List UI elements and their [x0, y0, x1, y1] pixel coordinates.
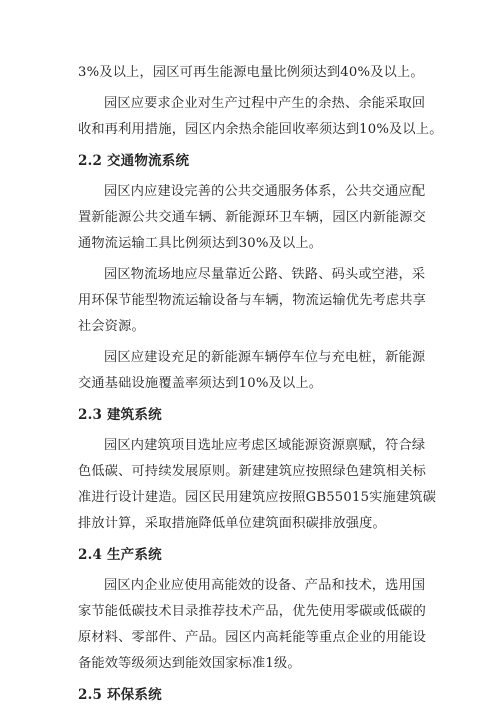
paragraph-line: 备能效等级须达到能效国家标准1级。 [78, 656, 301, 671]
section-heading-2-5: 2.5 环保系统 [78, 687, 162, 703]
paragraph-line: 社会资源。 [78, 319, 145, 334]
paragraph-line: 园区物流场地应尽量靠近公路、铁路、码头或空港，采 [104, 267, 426, 282]
paragraph-line: 准进行设计建造。园区民用建筑应按照GB55015实施建筑碳 [78, 490, 437, 505]
paragraph-line: 园区内企业应使用高能效的设备、产品和技术，选用国 [104, 578, 426, 593]
paragraph-line: 园区应要求企业对生产过程中产生的余热、余能采取回 [104, 96, 426, 111]
paragraph-line: 家节能低碳技术目录推荐技术产品，优先使用零碳或低碳的 [78, 604, 427, 619]
section-heading-2-4: 2.4 生产系统 [78, 547, 162, 563]
paragraph-line: 园区应建设充足的新能源车辆停车位与充电桩，新能源 [104, 350, 426, 365]
paragraph-line: 原材料、零部件、产品。园区内高耗能等重点企业的用能设 [78, 630, 427, 645]
paragraph-line: 排放计算，采取措施降低单位建筑面积碳排放强度。 [78, 516, 386, 531]
paragraph-line: 交通基础设施覆盖率须达到10%及以上。 [78, 376, 323, 391]
section-heading-2-2: 2.2 交通物流系统 [78, 153, 190, 169]
paragraph-line: 置新能源公共交通车辆、新能源环卫车辆，园区内新能源交 [78, 210, 427, 225]
paragraph-line: 通物流运输工具比例须达到30%及以上。 [78, 236, 323, 251]
section-heading-2-3: 2.3 建筑系统 [78, 407, 162, 423]
paragraph-line: 用环保节能型物流运输设备与车辆，物流运输优先考虑共享 [78, 293, 427, 308]
paragraph-line: 园区内应建设完善的公共交通服务体系，公共交通应配 [104, 184, 426, 199]
paragraph-line: 色低碳、可持续发展原则。新建建筑应按照绿色建筑相关标 [78, 464, 427, 479]
paragraph-line: 3%及以上，园区可再生能源电量比例须达到40%及以上。 [78, 65, 424, 80]
paragraph-line: 收和再利用措施，园区内余热余能回收率须达到10%及以上。 [78, 122, 443, 137]
paragraph-line: 园区内建筑项目选址应考虑区域能源资源禀赋，符合绿 [104, 438, 426, 453]
